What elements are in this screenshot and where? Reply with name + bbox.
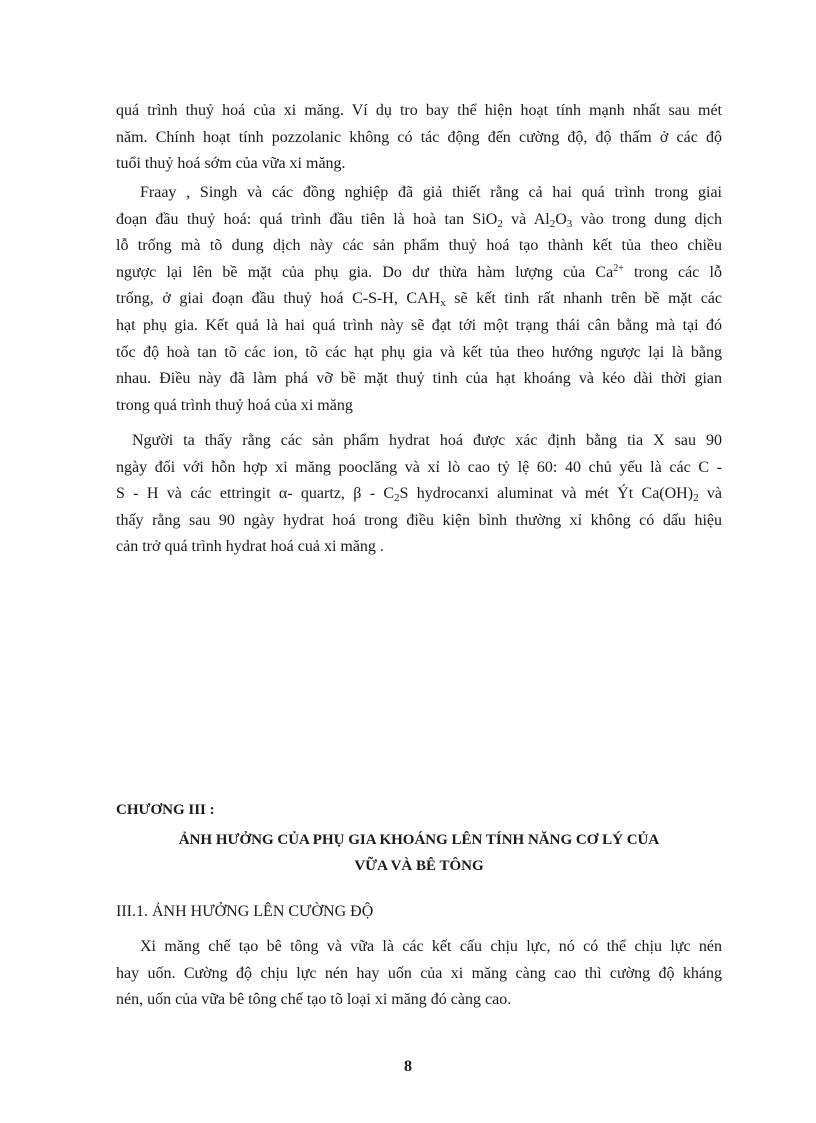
text-line: trong quá trình thuỷ hoá của xi măng bbox=[116, 396, 353, 414]
paragraph-4 bbox=[116, 934, 722, 1014]
text-fragment: S - H và các ettringit α- quartz, β - C bbox=[116, 485, 395, 503]
text-fragment: vào trong dung dịch bbox=[572, 210, 723, 228]
text-fragment: ngược lại lên bề mặt của phụ gia. Do dư thừa hàm lượng của Ca bbox=[116, 263, 614, 281]
text-line: cản trở quá trình hydrat hoá cuả xi măng . bbox=[116, 538, 384, 556]
text-line: nén, uốn của vữa bê tông chế tạo tõ loại xi măng đó càng cao. bbox=[116, 991, 512, 1009]
chapter-label: CHƯƠNG III : bbox=[116, 802, 215, 818]
chapter-title-line-1: ẢNH HƯỞNG CỦA PHỤ GIA KHOÁNG LÊN TÍNH NĂNG CƠ LÝ CỦA bbox=[178, 832, 660, 848]
text-line: hay uốn. Cường độ chịu lực nén hay uốn của xi măng càng cao thì cường độ kháng bbox=[116, 964, 722, 982]
text-fragment: S hydrocanxi aluminat và mét Ýt Ca(OH) bbox=[399, 485, 694, 503]
text-line: ngày đối với hỗn hợp xi măng pooclăng và xỉ lò cao tỷ lệ 60: 40 chủ yếu là các C - bbox=[116, 458, 722, 476]
paragraph-2 bbox=[116, 180, 722, 419]
text-line: năm. Chính hoạt tính pozzolanic không có tác động đến cường độ, độ thấm ở các độ bbox=[116, 128, 722, 146]
text-line: Người ta thấy rằng các sản phẩm hydrat hoá được xác định bằng tia X sau 90 bbox=[132, 432, 722, 449]
text-fragment: và Al bbox=[502, 210, 550, 228]
subscript: 2 bbox=[693, 492, 699, 505]
section-heading: III.1. ẢNH HƯỞNG LÊN CƯỜNG ĐỘ bbox=[116, 903, 374, 920]
text-fragment: trong các lỗ bbox=[623, 263, 722, 281]
text-line: thấy rằng sau 90 ngày hydrat hoá trong điều kiện bình thường xỉ không có dấu hiệu bbox=[116, 511, 722, 529]
text-line-formula bbox=[116, 260, 722, 287]
text-line: tuổi thuỷ hoá sớm của vữa xi măng. bbox=[116, 155, 346, 173]
text-line-formula bbox=[116, 286, 722, 313]
text-line-formula bbox=[116, 481, 722, 508]
text-line: Fraay , Singh và các đồng nghiệp đã giả thiết rằng cả hai quá trình trong giai bbox=[140, 184, 722, 201]
text-line: nhau. Điều này đã làm phá vỡ bề mặt thuỷ tinh của hạt khoáng và kéo dài thời gian bbox=[116, 370, 722, 388]
subscript: 2 bbox=[549, 217, 556, 230]
subscript: x bbox=[440, 297, 446, 310]
text-line: quá trình thuỷ hoá của xi măng. Ví dụ tro bay thể hiện hoạt tính mạnh nhất sau mét bbox=[116, 102, 722, 119]
text-fragment: đoạn đầu thuỷ hoá: quá trình đầu tiên là hoà tan SiO bbox=[116, 210, 498, 228]
subscript: 3 bbox=[566, 217, 573, 230]
paragraph-1 bbox=[116, 98, 722, 178]
text-fragment: O bbox=[555, 210, 567, 228]
superscript: 2+ bbox=[613, 262, 624, 274]
page-number: 8 bbox=[404, 1058, 412, 1075]
text-fragment: và bbox=[698, 485, 723, 503]
text-fragment: sẽ kết tinh rất nhanh trên bề mặt các bbox=[445, 290, 722, 308]
text-line: lỗ trống mà tõ dung dịch này các sản phẩm thuỷ hoá tạo thành kết tủa theo chiều bbox=[116, 237, 722, 255]
text-line: Xi măng chế tạo bê tông và vữa là các kết cấu chịu lực, nó có thể chịu lực nén bbox=[140, 938, 722, 955]
subscript: 2 bbox=[497, 217, 503, 230]
text-line: hạt phụ gia. Kết quả là hai quá trình này sẽ đạt tới một trạng thái cân bằng mà tại đó bbox=[116, 316, 722, 334]
text-line-formula bbox=[116, 207, 722, 234]
paragraph-3 bbox=[116, 428, 722, 561]
subscript: 2 bbox=[394, 492, 400, 505]
chapter-title-line-2: VỮA VÀ BÊ TÔNG bbox=[354, 858, 484, 874]
text-fragment: trống, ở giai đoạn đầu thuỷ hoá C-S-H, CAH bbox=[116, 290, 441, 308]
text-line: tốc độ hoà tan tõ các ion, tõ các hạt phụ gia và kết tủa theo hướng ngược lại là bằng bbox=[116, 343, 722, 361]
